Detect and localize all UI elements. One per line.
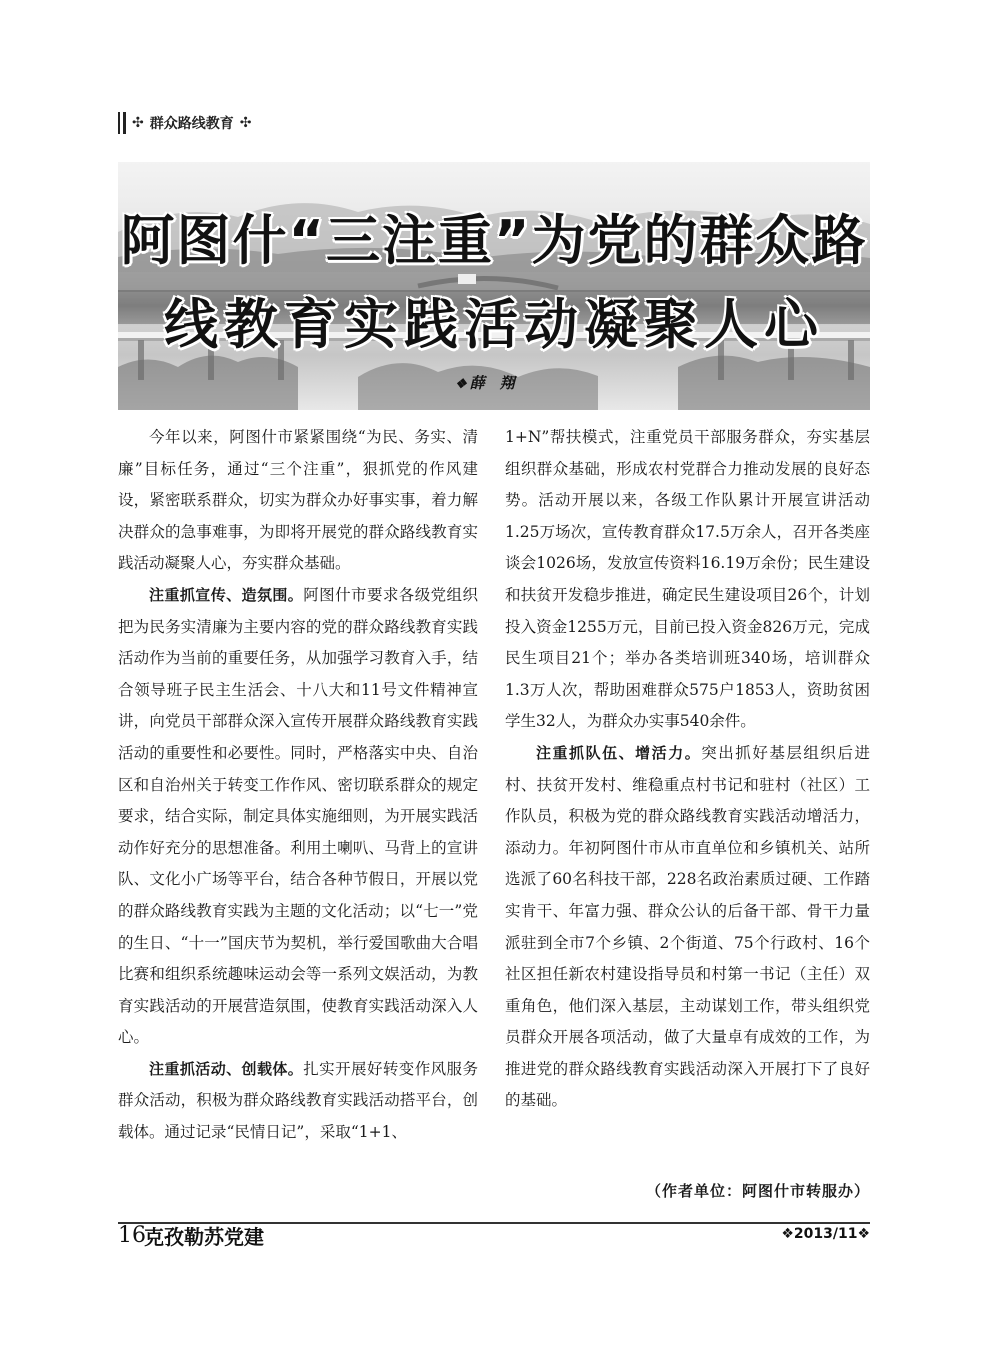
magazine-name: 克孜勒苏党建 (144, 1225, 264, 1249)
paragraph-body: 扎实开展好转变作风服务群众活动，积极为群众路线教育实践活动搭平台，创载体。通过记录“民情日记”，采取“1+1、 (118, 1059, 478, 1142)
paragraph: 今年以来，阿图什市紧紧围绕“为民、务实、清廉”目标任务，通过“三个注重”，狠抓党的作风建设，紧密联系群众，切实为群众办好事实事，着力解决群众的急事难事，为即将开展党的群众路线教育实践活动凝聚人心，夯实群众基础。 (118, 428, 478, 573)
page-number: 16 (118, 1223, 146, 1248)
right-column (505, 422, 870, 1117)
author-name: 薛 翔 (469, 374, 515, 392)
paragraph-lead-heading: 注重抓队伍、增活力。 (536, 743, 702, 762)
ornament-icon: ✣ (239, 115, 252, 131)
left-column (118, 422, 478, 1149)
issue-number: ❖2013/11❖ (781, 1226, 870, 1242)
section-header (118, 112, 251, 134)
author-affiliation: （作者单位：阿图什市转服办） (645, 1182, 870, 1200)
article-title-line-1: 阿图什“三注重”为党的群众路 (120, 209, 868, 272)
paragraph (505, 738, 870, 1117)
author-byline (455, 372, 515, 393)
ornament-icon: ✣ (132, 115, 144, 131)
paragraph-body: 突出抓好基层组织后进村、扶贫开发村、维稳重点村书记和驻村（社区）工作队员，积极为党的群众路线教育实践活动增活力，添动力。年初阿图什市从市直单位和乡镇机关、站所选派了60名科技干部，228名政治素质过硬、工作踏实肯干、年富力强、群众公认的后备干部、骨干力量派驻到全市7个乡镇、2个街道、75个行政村、16个社区担任新农村建设指导员和村第一书记（主任）双重角色，他们深入基层，主动谋划工作，带头组织党员群众开展各项活动，做了大量卓有成效的工作，为推进党的群众路线教育实践活动深入开展打下了良好的基础。 (505, 743, 870, 1110)
paragraph (118, 580, 478, 1054)
paragraph-body: 阿图什市要求各级党组织把为民务实清廉为主要内容的党的群众路线教育实践活动作为当前的重要任务，从加强学习教育入手，结合领导班子民主生活会、十八大和11号文件精神宣讲，向党员干部群众深入宣传开展群众路线教育实践活动的重要性和必要性。同时，严格落实中央、自治区和自治州关于转变工作作风、密切联系群众的规定要求，结合实际，制定具体实施细则，为开展实践活动作好充分的思想准备。利用土喇叭、马背上的宣讲队、文化小广场等平台，结合各种节假日，开展以党的群众路线教育实践为主题的文化活动；以“七一”党的生日、“十一”国庆节为契机，举行爱国歌曲大合唱比赛和组织系统趣味运动会等一系列文娱活动，为教育实践活动的开展营造氛围，使教育实践活动深入人心。 (118, 585, 478, 1047)
article-title-line-2: 线教育实践活动凝聚人心 (164, 293, 824, 356)
paragraph (118, 1054, 478, 1149)
paragraph-lead-heading: 注重抓活动、创载体。 (149, 1059, 304, 1078)
header-bars-decoration (118, 112, 126, 134)
section-label: 群众路线教育 (149, 116, 234, 132)
paragraph: 1+N”帮扶模式，注重党员干部服务群众，夯实基层组织群众基础，形成农村党群合力推动发展的良好态势。活动开展以来，各级工作队累计开展宣讲活动1.25万场次，宣传教育群众17.5万余人，召开各类座谈会1026场，发放宣传资料16.19万余份；民生建设和扶贫开发稳步推进，确定民生建设项目26个，计划投入资金1255万元，目前已投入资金826万元，完成民生项目21个；举办各类培训班340场，培训群众1.3万人次，帮助困难群众575户1853人，资助贫困学生32人，为群众办实事540余件。 (505, 428, 870, 731)
paragraph-lead-heading: 注重抓宣传、造氛围。 (149, 585, 304, 604)
diamond-icon: ❖ (455, 377, 467, 392)
